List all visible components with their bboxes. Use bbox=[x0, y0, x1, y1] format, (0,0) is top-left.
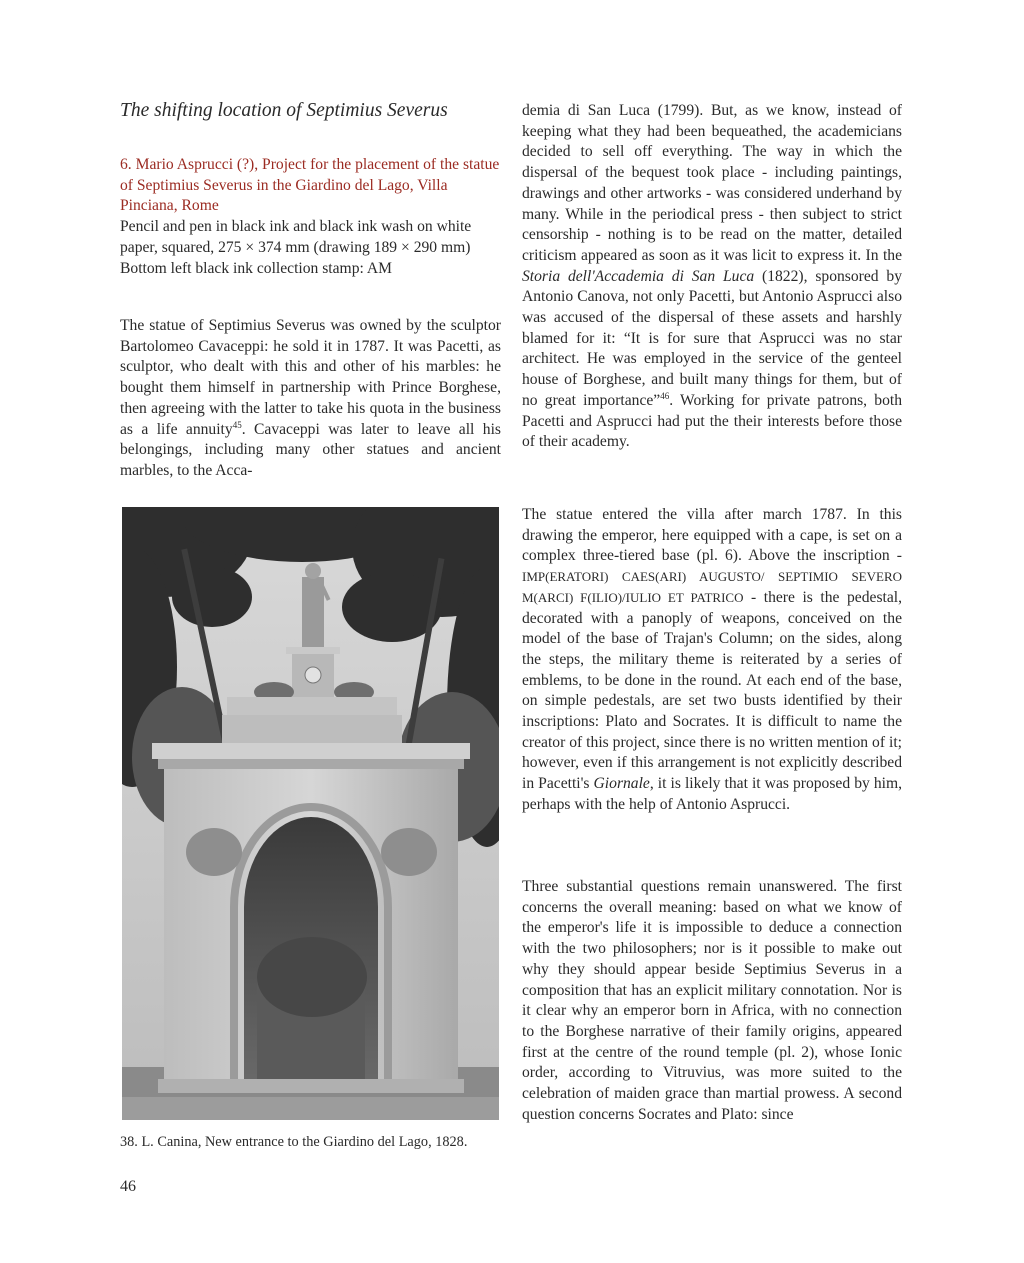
paragraph: Three substantial questions remain unanswered. The first concerns the overall meaning: based on what we know of the emperor's life it is impossible to deduce a connection with the two philosophers; nor is it possible to make out why they should appear beside Septimius Severus in a composition that has an explicit military connotation. Nor is it clear why an emperor born in Africa, with no connection to the Borghese narrative of their family origins, appeared first at the centre of the round temple (pl. 2), whose Ionic order, according to Vitruvius, was more suited to the celebration of maiden grace than martial prowess. A second question concerns Socrates and Plato: since bbox=[522, 878, 902, 1123]
arch-photo-graphic bbox=[122, 507, 499, 1120]
right-column-text-3 bbox=[522, 877, 902, 1125]
catalogue-technique: Pencil and pen in black ink and black ink wash on white paper, squared, 275 × 374 mm (drawing 189 × 290 mm) bbox=[120, 218, 472, 256]
figure-caption: 38. L. Canina, New entrance to the Giardino del Lago, 1828. bbox=[120, 1134, 468, 1150]
inscription: IMP(ERATORI) CAES(ARI) AUGUSTO/ SEPTIMIO SEVERO M(ARCI) F(ILIO)/IULIO ET PATRICO bbox=[522, 569, 902, 605]
paragraph: The statue entered the villa after march 1787. In this drawing the emperor, here equipped with a cape, is set on a complex three-tiered base (pl. 6). Above the inscription - IMP(ERATORI) CAES(ARI) AUGUSTO/ SEPTIMIO SEVERO M(ARCI) F(ILIO)/IULIO ET PATRICO - there is the pedestal, decorated with a panoply of weapons, conceived on the model of the base of Trajan's Column; on the sides, along the steps, the military theme is reiterated by a series of emblems, to be done in the round. At each end of the base, on simple pedestals, are set two busts identified by their inscriptions: Plato and Socrates. It is difficult to name the creator of this project, since there is no written mention of it; however, even if this arrangement is not explicitly described in Pacetti's Giornale, it is likely that it was proposed by him, perhaps with the help of Antonio Asprucci. bbox=[522, 506, 902, 813]
left-body-text bbox=[120, 316, 501, 482]
arch-photograph bbox=[122, 507, 499, 1120]
footnote-ref: 45 bbox=[232, 419, 242, 430]
paragraph: demia di San Luca (1799). But, as we know, instead of keeping what they had been bequeathed, the academicians decided to sell off everything. The way in which the dispersal of the bequest took place - including paintings, drawings and other artworks - was considered underhand by many. While in the periodical press - then subject to strict censorship - nothing is to be read on the matter, detailed criticism appeared as soon as it was licit to express it. In the Storia dell'Accademia di San Luca (1822), sponsored by Antonio Canova, not only Pacetti, but Antonio Asprucci also was accused of the dispersal of these assets and harshly blamed for it: “It is for sure that Asprucci was no star architect. He was employed in the service of the genteel house of Borghese, and built many things for them, but of no great importance”$^{46}$. Working for private patrons, both Pacetti and Asprucci had put the their interests before those of their academy. bbox=[522, 102, 903, 451]
page-number: 46 bbox=[120, 1178, 136, 1195]
right-column-text-1 bbox=[522, 101, 902, 453]
right-column-text-2 bbox=[522, 505, 902, 816]
paragraph: The statue of Septimius Severus was owned by the sculptor Bartolomeo Cavaceppi: he sold it in 1787. It was Pacetti, as sculptor, who dealt with this and other of his marbles: he bought them himself in partnership with Prince Borghese, then agreeing with the latter to take his quota in the business as a life annuity$^{45}$. Cavaceppi was later to leave all his belongings, including many other statues and ancient marbles, to the Acca- bbox=[120, 317, 501, 479]
catalogue-entry bbox=[120, 155, 501, 279]
catalogue-heading: 6. Mario Asprucci (?), Project for the placement of the statue of Septimius Severus in the Giardino del Lago, Villa Pinciana, Rome bbox=[120, 156, 500, 215]
running-title: The shifting location of Septimius Severus bbox=[120, 100, 448, 121]
footnote-ref: 46 bbox=[660, 390, 670, 401]
catalogue-stamp: Bottom left black ink collection stamp: AM bbox=[120, 259, 392, 277]
